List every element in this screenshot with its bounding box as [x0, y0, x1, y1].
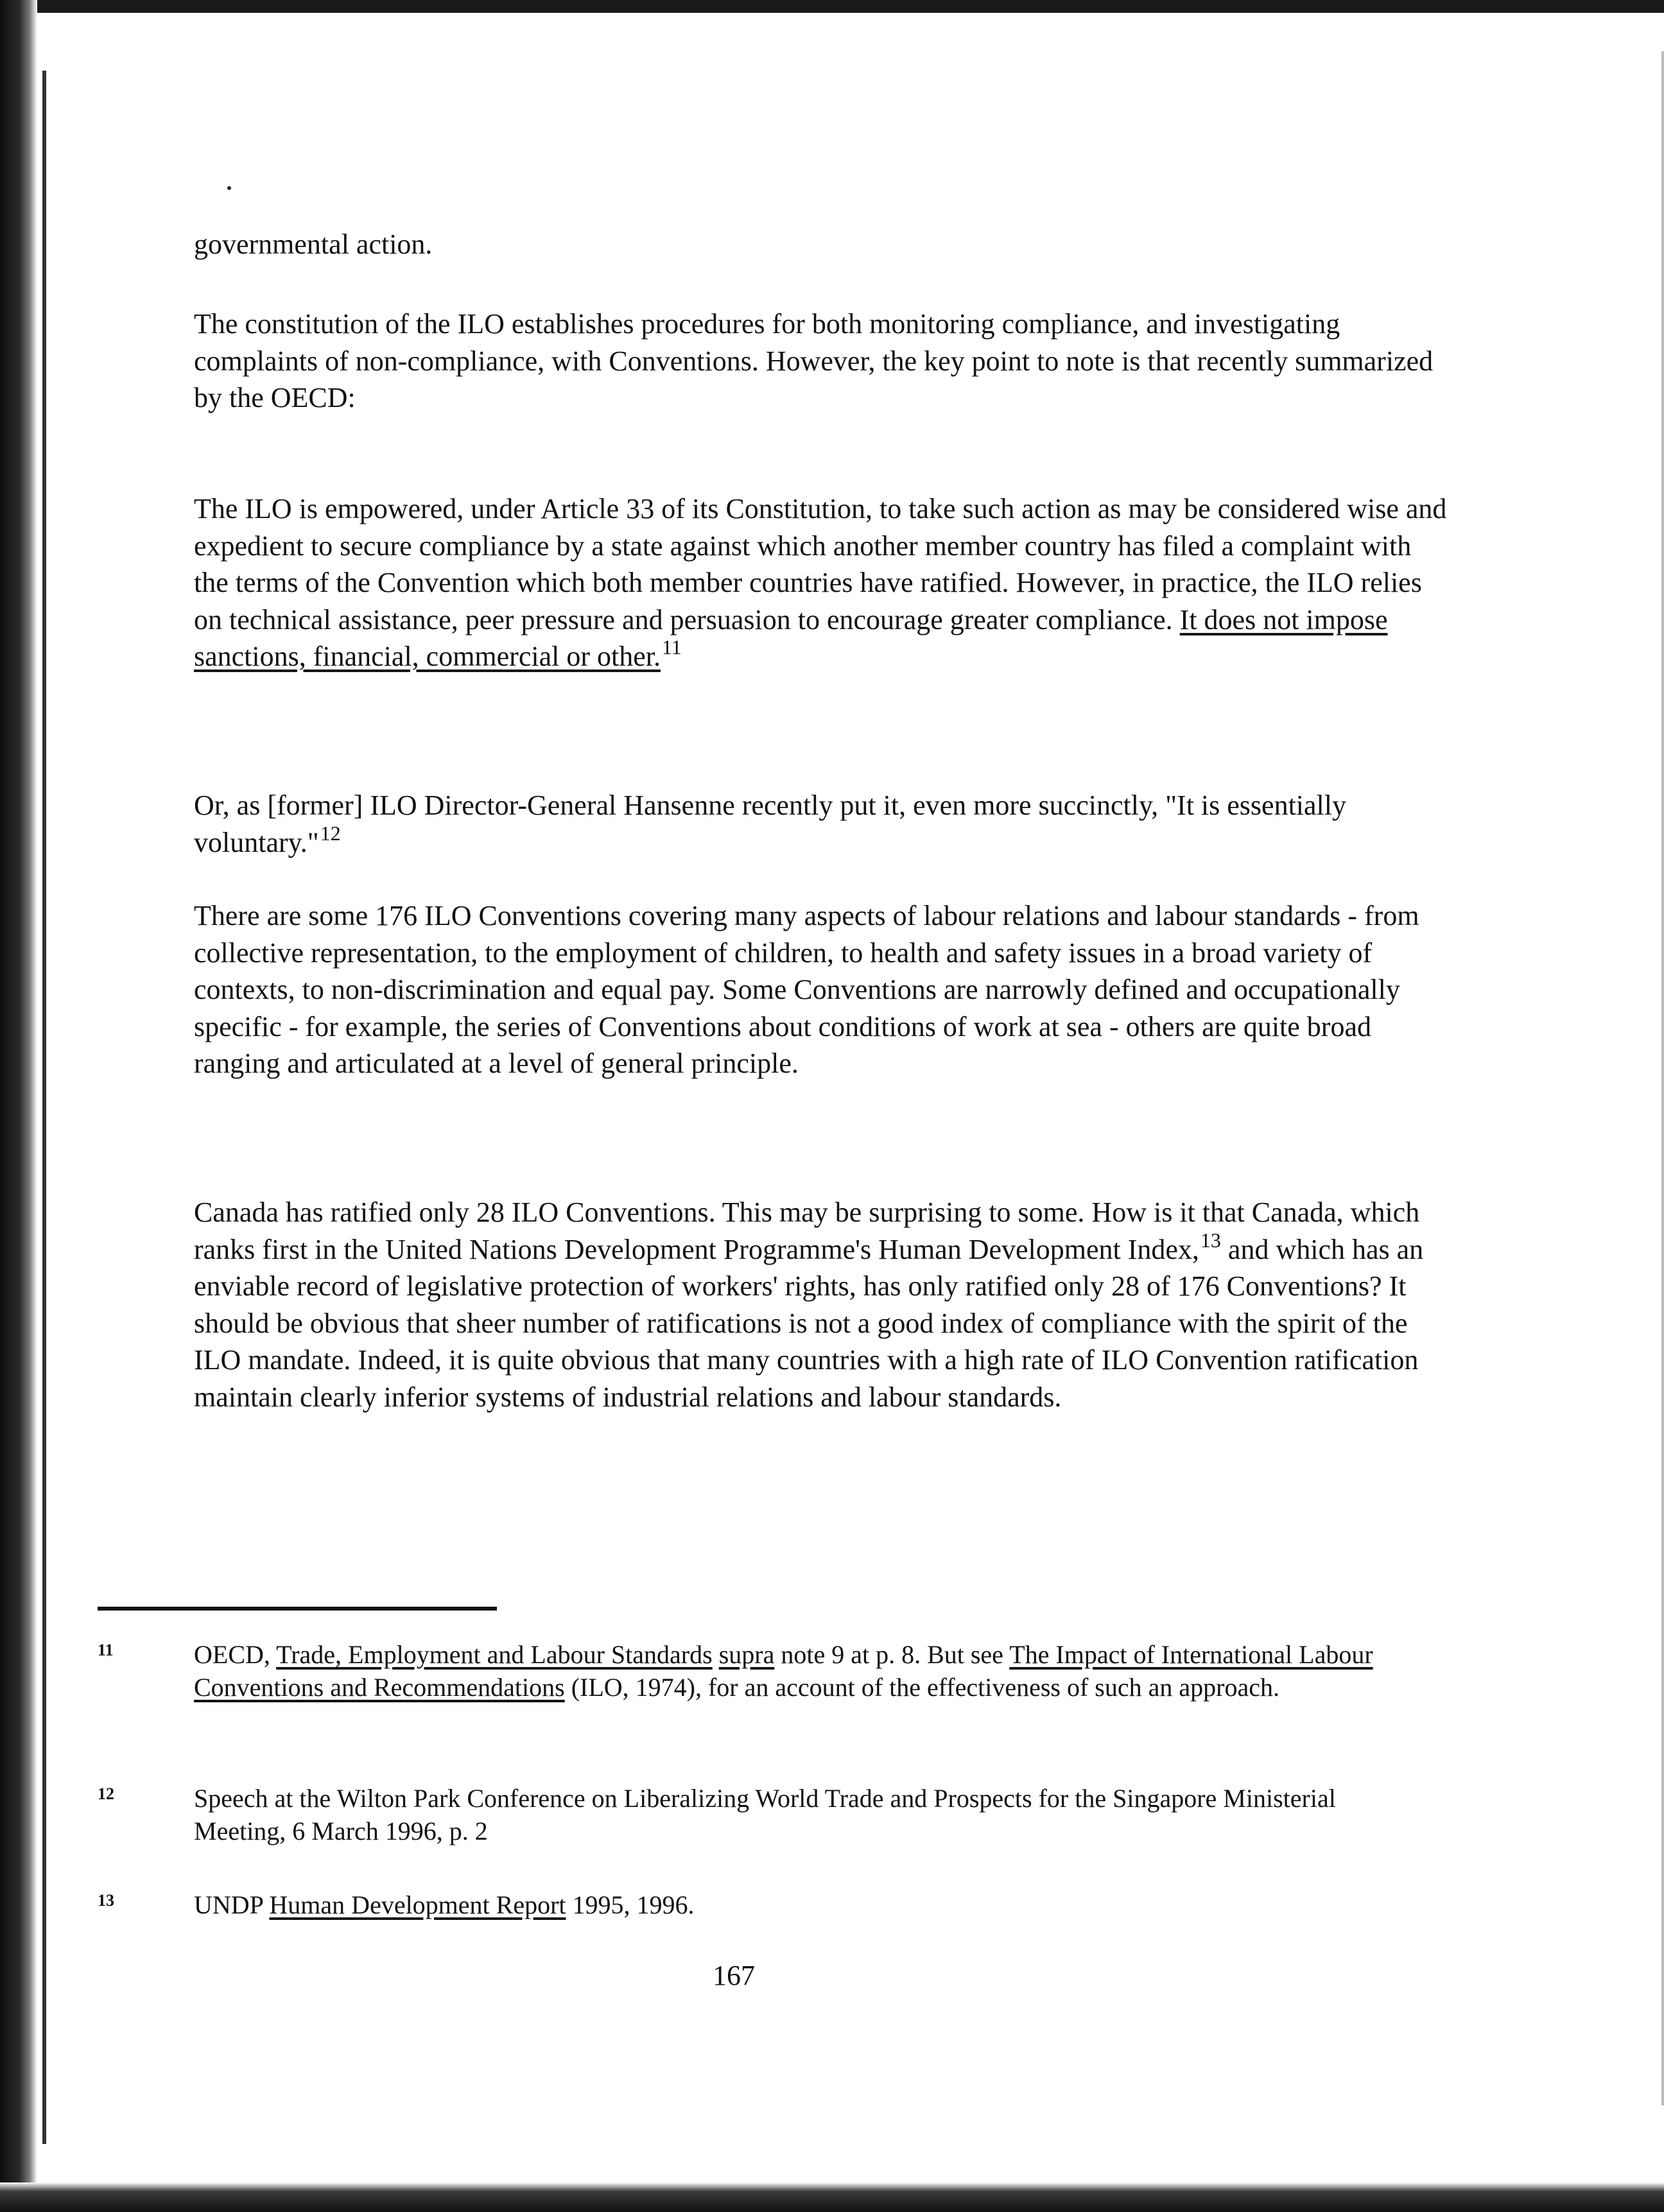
paragraph-hansenne	[194, 787, 1452, 861]
paragraph-text	[194, 1194, 1452, 1415]
footnote-number-11: 11	[98, 1641, 114, 1659]
footnote-text: 1995, 1996.	[566, 1890, 695, 1919]
scan-speck	[227, 186, 231, 190]
footnote-11	[194, 1638, 1375, 1704]
paragraph-text	[194, 787, 1452, 861]
paragraph-conventions	[194, 897, 1452, 1082]
paragraph-text: governmental action.	[194, 229, 433, 260]
paragraph-text: The constitution of the ILO establishes procedures for both monitoring compliance, and investigating complaints of non-compliance, with Conventions. However, the key point to note is that recently summarized by the OECD:	[194, 308, 1434, 413]
footnote-title: Trade, Employment and Labour Standards	[276, 1640, 713, 1669]
footnote-13	[194, 1888, 1375, 1921]
footnote-supra: supra	[718, 1640, 775, 1669]
footnote-separator	[98, 1607, 497, 1611]
quote-text	[194, 490, 1452, 675]
scan-left-edge	[0, 0, 37, 2212]
quote-main: The ILO is empowered, under Article 33 of its Constitution, to take such action as may be considered wise and expedient to secure compliance by a state against which another member country has filed a complaint with the terms of the Convention which both member countries have ratified. However, in practice, the ILO relies on technical assistance, peer pressure and persuasion to encourage greater compliance.	[194, 493, 1447, 635]
footnote-text: (ILO, 1974), for an account of the effectiveness of such an approach.	[564, 1673, 1279, 1702]
footnote-text: OECD,	[194, 1640, 277, 1669]
footnote-number-12: 12	[98, 1784, 114, 1803]
quote-oecd	[194, 490, 1452, 675]
paragraph-continuation	[194, 226, 1452, 263]
footnote-text	[713, 1640, 719, 1669]
footnote-title: The Impact of International Labour Conventions and Recommendations	[194, 1640, 1373, 1702]
scan-bottom-edge	[0, 2182, 1664, 2212]
paragraph-canada	[194, 1194, 1452, 1415]
quote-underlined: It does not impose sanctions, financial, commercial or other.	[194, 603, 1388, 672]
footnote-12: Speech at the Wilton Park Conference on Liberalizing World Trade and Prospects for the Singapore Ministerial Meeting, 6 March 1996, p. 2	[194, 1784, 1336, 1845]
paragraph-part-a: Canada has ratified only 28 ILO Conventions. This may be surprising to some. How is it that Canada, which ranks first in the United Nations Development Programme's Human Development Index,	[194, 1197, 1420, 1265]
footnote-text: UNDP	[194, 1890, 270, 1919]
paragraph-constitution	[194, 306, 1452, 417]
footnote-ref-11[interactable]: 11	[661, 635, 682, 659]
paragraph-main: Or, as [former] ILO Director-General Hansenne recently put it, even more succinctly, "It is essentially voluntary."	[194, 790, 1346, 858]
footnote-ref-13[interactable]: 13	[1200, 1228, 1221, 1252]
footnote-title: Human Development Report	[269, 1890, 566, 1919]
footnote-ref-12[interactable]: 12	[320, 821, 341, 845]
paragraph-text: There are some 176 ILO Conventions covering many aspects of labour relations and labour standards - from collective representation, to the employment of children, to health and safety issues in a broad variety of contexts, to non-discrimination and equal pay. Some Conventions are narrowly defined and occupationally specific - for example, the series of Conventions about conditions of work at sea - others are quite broad ranging and articulated at a level of general principle.	[194, 900, 1419, 1079]
page-number: 167	[713, 1960, 755, 1991]
scan-right-edge	[1661, 51, 1664, 2105]
paragraph-part-b: and which has an enviable record of legislative protection of workers' rights, has only ratified only 28 of 176 Conventions? It should be obvious that sheer number of ratifications is not a good index of compliance with the spirit of the ILO mandate. Indeed, it is quite obvious that many countries with a high rate of ILO Convention ratification maintain clearly inferior systems of industrial relations and labour standards.	[194, 1233, 1424, 1413]
scan-top-edge	[0, 0, 1664, 13]
footnote-number-13: 13	[98, 1891, 114, 1910]
scan-binding-line	[42, 71, 46, 2144]
footnote-text: note 9 at p. 8. But see	[774, 1640, 1010, 1669]
